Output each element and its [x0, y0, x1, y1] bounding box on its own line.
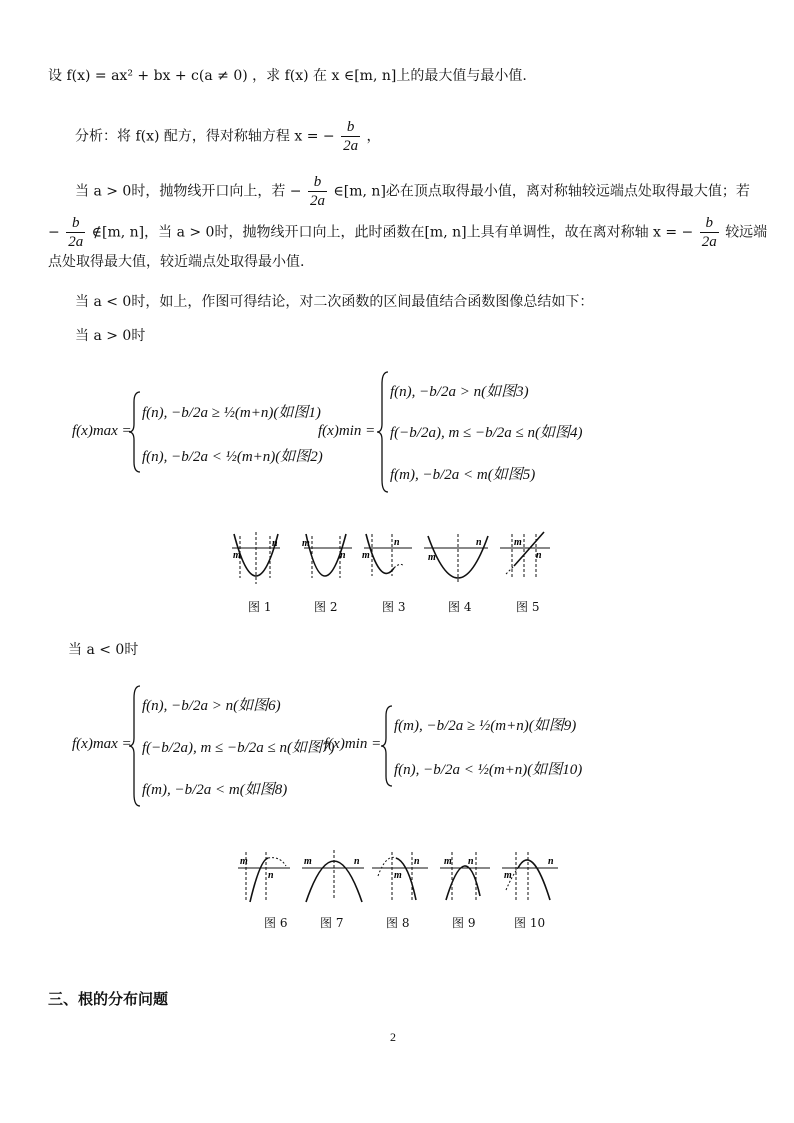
svg-text:m: m	[233, 550, 241, 561]
brace-pos-min	[376, 370, 390, 494]
neg-min-label: f(x)min =	[324, 736, 382, 752]
caption-figure-5: 图 5	[516, 600, 540, 614]
figure-10	[502, 852, 558, 900]
svg-text:m: m	[504, 870, 512, 881]
figures-downward-parabolas	[236, 846, 566, 908]
svg-text:n: n	[268, 870, 274, 881]
neg-max-row-1: f(n), −b/2a > n(如图6)	[142, 698, 281, 714]
svg-text:n: n	[536, 550, 542, 561]
monotonic-line	[48, 214, 767, 251]
case-upward-text: 当 a > 0时，抛物线开口向上，若 −	[75, 183, 302, 200]
figures-upward-parabolas	[228, 528, 558, 590]
brace-neg-min	[380, 704, 394, 788]
caption-figure-7: 图 7	[320, 916, 344, 930]
svg-text:n: n	[548, 856, 554, 867]
fraction-b-2a: $\frac{b}{2a}$	[68, 215, 84, 250]
analysis-text: 分析：将 f(x) 配方，得对称轴方程 x = −	[75, 128, 335, 145]
svg-text:n: n	[394, 537, 400, 548]
case-a-positive-heading: 当 a > 0时	[75, 328, 146, 344]
pos-max-label: f(x)max =	[72, 423, 132, 439]
fraction-b-2a: $\frac{b}{2a}$	[701, 215, 717, 250]
caption-figure-6: 图 6	[264, 916, 288, 930]
summary-line: 当 a < 0时，如上，作图可得结论，对二次函数的区间最值结合函数图像总结如下：	[75, 294, 594, 310]
figure-8	[372, 852, 428, 900]
analysis-line	[75, 118, 381, 155]
caption-figure-4: 图 4	[448, 600, 472, 614]
svg-text:n: n	[272, 538, 278, 549]
svg-text:m: m	[428, 552, 436, 563]
svg-text:m: m	[304, 856, 312, 867]
figure-5	[500, 532, 550, 578]
figure-2	[302, 534, 352, 578]
svg-text:m: m	[444, 856, 452, 867]
caption-figure-1: 图 1	[248, 600, 272, 614]
fraction-b-2a: $\frac{b}{2a}$	[309, 174, 325, 209]
pos-max-row-1: f(n), −b/2a ≥ ½(m+n)(如图1)	[142, 405, 321, 421]
neg-max-row-2: f(−b/2a), m ≤ −b/2a ≤ n(如图7)	[142, 740, 335, 756]
svg-text:n: n	[354, 856, 360, 867]
caption-figure-3: 图 3	[382, 600, 406, 614]
monotonic-text: ∉[m, n]，当 a > 0时，抛物线开口向上，此时函数在[m, n]上具有单调性，故在离对称轴 x = −	[91, 224, 694, 241]
analysis-tail: ，	[366, 128, 381, 145]
figure-7	[302, 850, 364, 902]
brace-pos-max	[128, 390, 142, 474]
minus-sign: −	[48, 224, 60, 241]
pos-min-row-1: f(n), −b/2a > n(如图3)	[390, 384, 529, 400]
caption-figure-8: 图 8	[386, 916, 410, 930]
svg-text:m: m	[240, 856, 248, 867]
svg-text:m: m	[514, 537, 522, 548]
svg-text:n: n	[414, 856, 420, 867]
svg-text:m: m	[394, 870, 402, 881]
section-heading: 三、根的分布问题	[48, 990, 169, 1008]
svg-text:n: n	[340, 550, 346, 561]
caption-figure-9: 图 9	[452, 916, 476, 930]
figure-9	[440, 852, 490, 900]
figure-1	[232, 532, 280, 584]
neg-min-row-2: f(n), −b/2a < ½(m+n)(如图10)	[394, 762, 583, 778]
pos-min-label: f(x)min =	[318, 423, 376, 439]
svg-text:m: m	[362, 550, 370, 561]
figure-3	[362, 534, 412, 576]
svg-text:n: n	[468, 856, 474, 867]
case-upward-text-2: ∈[m, n]必在顶点取得最小值，离对称轴较远端点处取得最大值；若	[333, 183, 750, 200]
fraction-b-2a: $\frac{b}{2a}$	[343, 119, 359, 154]
monotonic-line-2: 点处取得最大值，较近端点处取得最小值.	[48, 254, 305, 270]
pos-min-row-2: f(−b/2a), m ≤ −b/2a ≤ n(如图4)	[390, 425, 583, 441]
caption-figure-10: 图 10	[514, 916, 546, 930]
figure-6	[238, 852, 290, 902]
problem-statement: 设 f(x) = ax² + bx + c(a ≠ 0) ，求 f(x) 在 x ∈[m, n]上的最大值与最小值.	[48, 68, 527, 84]
neg-min-row-1: f(m), −b/2a ≥ ½(m+n)(如图9)	[394, 718, 577, 734]
brace-neg-max	[128, 684, 142, 808]
case-a-negative-heading: 当 a < 0时	[68, 642, 139, 658]
page-number: 2	[390, 1030, 396, 1044]
monotonic-tail: 较远端	[725, 224, 768, 241]
neg-max-row-3: f(m), −b/2a < m(如图8)	[142, 782, 288, 798]
figure-4	[424, 534, 488, 584]
neg-max-label: f(x)max =	[72, 736, 132, 752]
pos-min-row-3: f(m), −b/2a < m(如图5)	[390, 467, 536, 483]
case-upward-line	[75, 173, 750, 210]
pos-max-row-2: f(n), −b/2a < ½(m+n)(如图2)	[142, 449, 323, 465]
svg-text:m: m	[302, 538, 310, 549]
svg-text:n: n	[476, 537, 482, 548]
caption-figure-2: 图 2	[314, 600, 338, 614]
